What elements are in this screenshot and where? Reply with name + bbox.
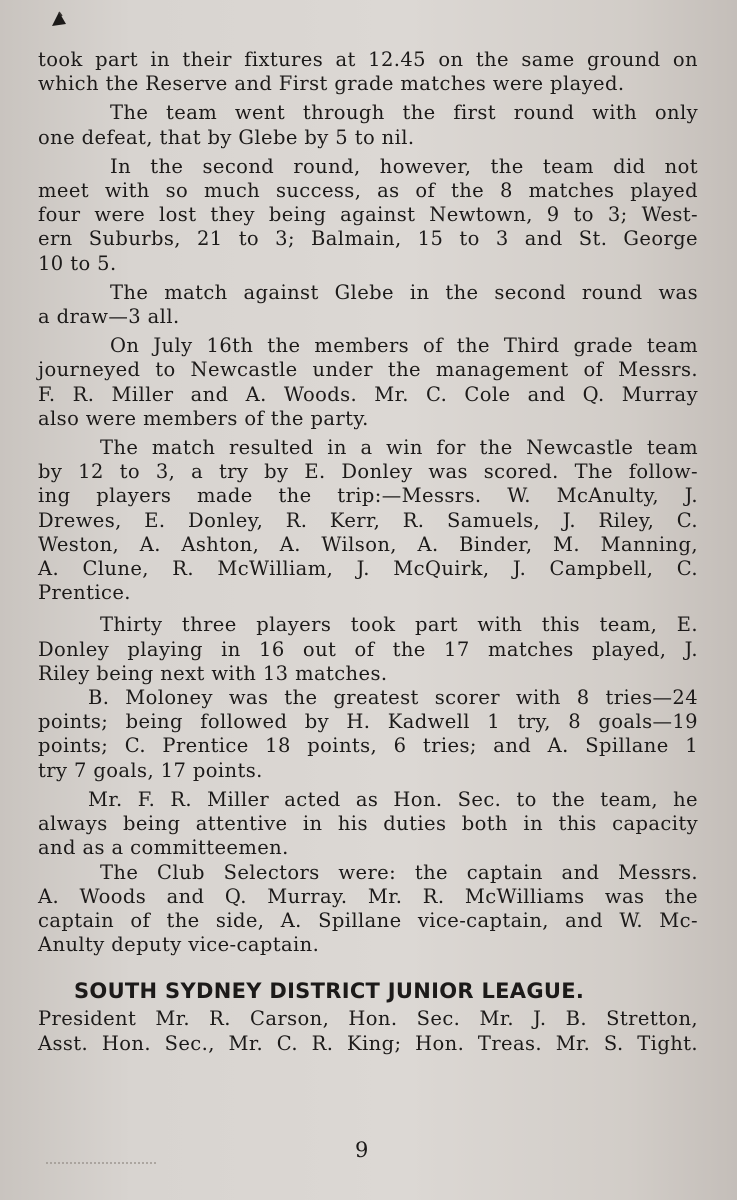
text-line: Prentice. [38,581,131,605]
paragraph-players-count [38,613,698,686]
paragraph-match-result [38,436,698,605]
text-line: Weston, A. Ashton, A. Wilson, A. Binder, M. Manning, [38,532,698,556]
paragraph-second-round [38,155,698,276]
paragraph-officers [38,1007,698,1055]
text-line: Riley being next with 13 matches. [38,661,388,685]
text-line: points; C. Prentice 18 points, 6 tries; and A. Spillane 1 [38,734,698,758]
text-line: also were members of the party. [38,406,369,430]
paragraph-selectors [38,861,698,958]
text-line: captain of the side, A. Spillane vice-captain, and W. Mc- [38,908,698,932]
text-line: meet with so much success, as of the 8 matches played [38,179,698,203]
paragraph-hon-sec [38,788,698,861]
text-line: In the second round, however, the team did not [110,154,698,178]
text-line: a draw—3 all. [38,305,180,329]
footer-dots [46,1158,156,1164]
text-line: always being attentive in his duties both in this capacity [38,812,698,836]
text-line: F. R. Miller and A. Woods. Mr. C. Cole and Q. Murray [38,382,698,406]
paragraph-fixtures [38,48,698,96]
text-line: which the Reserve and First grade matches were played. [38,72,625,96]
text-line: Mr. F. R. Miller acted as Hon. Sec. to the team, he [88,787,698,811]
text-line: The match resulted in a win for the Newcastle team [100,436,698,460]
text-line: one defeat, that by Glebe by 5 to nil. [38,125,415,149]
paragraph-scorers [38,686,698,783]
text-line: by 12 to 3, a try by E. Donley was scored. The follow- [38,460,698,484]
text-line: points; being followed by H. Kadwell 1 try, 8 goals—19 [38,710,698,734]
text-line: Donley playing in 16 out of the 17 matches played, J. [38,637,698,661]
text-line: The team went through the first round with only [110,101,698,125]
text-line: B. Moloney was the greatest scorer with 8 tries—24 [88,686,698,710]
text-line: and as a committeemen. [38,836,289,860]
text-line: On July 16th the members of the Third grade team [110,334,698,358]
page-number: 9 [355,1138,369,1162]
text-line: Anulty deputy vice-captain. [38,933,320,957]
text-line: 10 to 5. [38,251,117,275]
text-line: four were lost they being against Newtown, 9 to 3; West- [38,203,698,227]
text-line: A. Woods and Q. Murray. Mr. R. McWilliams was the [38,884,698,908]
text-line: Thirty three players took part with this team, E. [100,613,698,637]
section-heading: SOUTH SYDNEY DISTRICT JUNIOR LEAGUE. [74,979,585,1004]
text-line: Drewes, E. Donley, R. Kerr, R. Samuels, J. Riley, C. [38,508,698,532]
paragraph-newcastle-trip [38,334,698,431]
text-line: A. Clune, R. McWilliam, J. McQuirk, J. Campbell, C. [38,557,698,581]
text-line: The match against Glebe in the second round was [110,280,698,304]
document-page [38,48,698,1056]
paragraph-first-round [38,101,698,149]
paragraph-glebe-draw [38,281,698,329]
text-line: journeyed to Newcastle under the management of Messrs. [38,358,698,382]
text-line: try 7 goals, 17 points. [38,758,263,782]
text-line: ing players made the trip:—Messrs. W. McAnulty, J. [38,484,698,508]
text-line: President Mr. R. Carson, Hon. Sec. Mr. J. B. Stretton, [38,1007,698,1031]
text-line: ern Suburbs, 21 to 3; Balmain, 15 to 3 and St. George [38,227,698,251]
text-line: The Club Selectors were: the captain and Messrs. [100,860,698,884]
corner-ink-mark [50,10,68,28]
text-line: took part in their fixtures at 12.45 on the same ground on [38,48,698,71]
text-line: Asst. Hon. Sec., Mr. C. R. King; Hon. Treas. Mr. S. Tight. [38,1031,698,1055]
